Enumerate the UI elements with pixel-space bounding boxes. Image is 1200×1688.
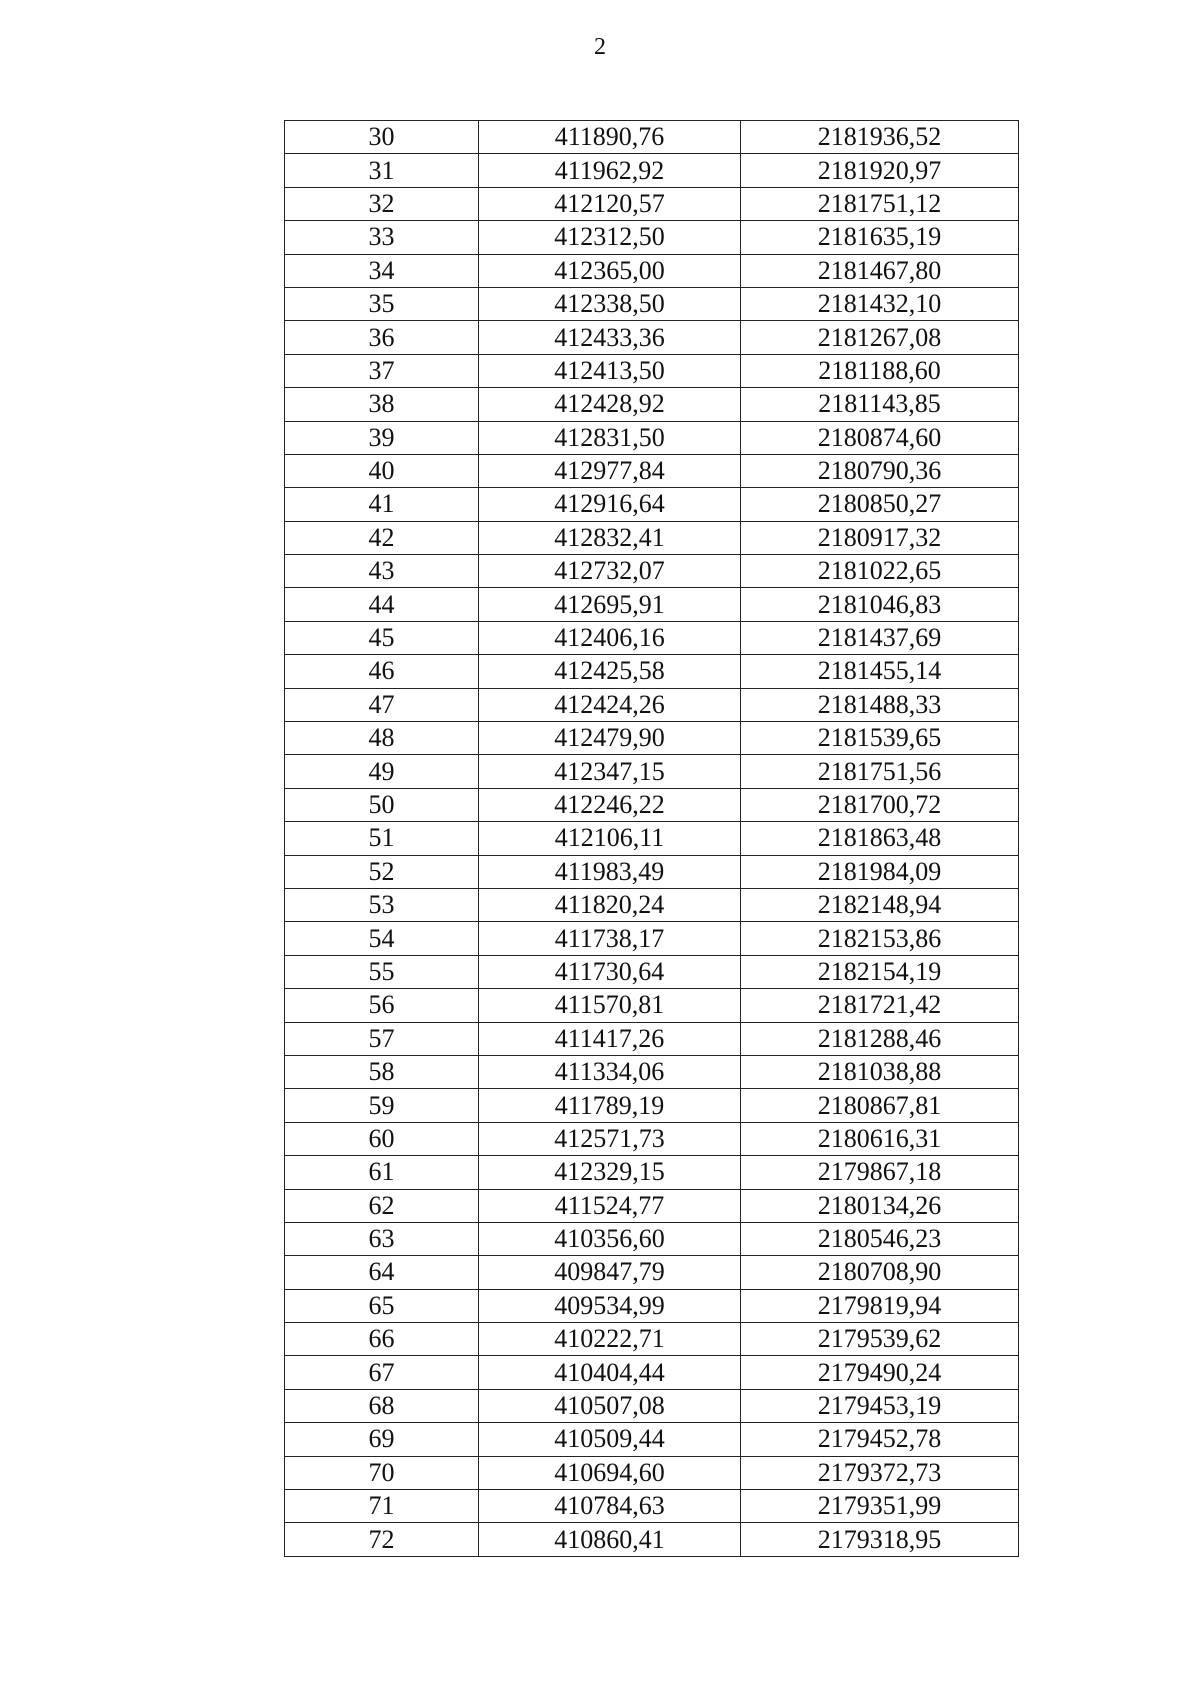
y-coordinate-cell: 2179452,78 — [741, 1423, 1019, 1456]
point-number-cell: 65 — [285, 1289, 479, 1322]
point-number-cell: 34 — [285, 254, 479, 287]
y-coordinate-cell: 2180708,90 — [741, 1256, 1019, 1289]
y-coordinate-cell: 2181467,80 — [741, 254, 1019, 287]
point-number-cell: 37 — [285, 354, 479, 387]
table-row — [285, 421, 1019, 454]
point-number-cell: 51 — [285, 822, 479, 855]
y-coordinate-cell: 2181863,48 — [741, 822, 1019, 855]
y-coordinate-cell: 2180867,81 — [741, 1089, 1019, 1122]
y-coordinate-cell: 2182153,86 — [741, 922, 1019, 955]
point-number-cell: 64 — [285, 1256, 479, 1289]
coordinates-table — [284, 120, 1019, 1557]
x-coordinate-cell: 410356,60 — [479, 1222, 741, 1255]
point-number-cell: 42 — [285, 521, 479, 554]
table-row — [285, 1456, 1019, 1489]
x-coordinate-cell: 411570,81 — [479, 989, 741, 1022]
x-coordinate-cell: 411334,06 — [479, 1055, 741, 1088]
point-number-cell: 69 — [285, 1423, 479, 1456]
x-coordinate-cell: 412732,07 — [479, 555, 741, 588]
y-coordinate-cell: 2181721,42 — [741, 989, 1019, 1022]
y-coordinate-cell: 2181700,72 — [741, 788, 1019, 821]
table-row — [285, 1523, 1019, 1556]
point-number-cell: 56 — [285, 989, 479, 1022]
table-row — [285, 922, 1019, 955]
x-coordinate-cell: 410507,08 — [479, 1389, 741, 1422]
point-number-cell: 48 — [285, 722, 479, 755]
y-coordinate-cell: 2179867,18 — [741, 1156, 1019, 1189]
x-coordinate-cell: 412977,84 — [479, 454, 741, 487]
y-coordinate-cell: 2182154,19 — [741, 955, 1019, 988]
table-row — [285, 454, 1019, 487]
point-number-cell: 63 — [285, 1222, 479, 1255]
x-coordinate-cell: 409847,79 — [479, 1256, 741, 1289]
table-row — [285, 1289, 1019, 1322]
x-coordinate-cell: 411983,49 — [479, 855, 741, 888]
x-coordinate-cell: 410509,44 — [479, 1423, 741, 1456]
table-row — [285, 388, 1019, 421]
y-coordinate-cell: 2179490,24 — [741, 1356, 1019, 1389]
x-coordinate-cell: 411524,77 — [479, 1189, 741, 1222]
y-coordinate-cell: 2181635,19 — [741, 221, 1019, 254]
table-row — [285, 1122, 1019, 1155]
y-coordinate-cell: 2181751,56 — [741, 755, 1019, 788]
point-number-cell: 57 — [285, 1022, 479, 1055]
x-coordinate-cell: 412479,90 — [479, 722, 741, 755]
y-coordinate-cell: 2181432,10 — [741, 287, 1019, 320]
x-coordinate-cell: 412106,11 — [479, 822, 741, 855]
x-coordinate-cell: 412424,26 — [479, 688, 741, 721]
y-coordinate-cell: 2181022,65 — [741, 555, 1019, 588]
point-number-cell: 33 — [285, 221, 479, 254]
table-row — [285, 1022, 1019, 1055]
table-row — [285, 1189, 1019, 1222]
point-number-cell: 72 — [285, 1523, 479, 1556]
point-number-cell: 52 — [285, 855, 479, 888]
x-coordinate-cell: 411730,64 — [479, 955, 741, 988]
table-row — [285, 187, 1019, 220]
y-coordinate-cell: 2181437,69 — [741, 621, 1019, 654]
x-coordinate-cell: 412413,50 — [479, 354, 741, 387]
x-coordinate-cell: 411962,92 — [479, 154, 741, 187]
point-number-cell: 62 — [285, 1189, 479, 1222]
y-coordinate-cell: 2181920,97 — [741, 154, 1019, 187]
y-coordinate-cell: 2181046,83 — [741, 588, 1019, 621]
point-number-cell: 39 — [285, 421, 479, 454]
table-row — [285, 254, 1019, 287]
point-number-cell: 46 — [285, 655, 479, 688]
x-coordinate-cell: 412312,50 — [479, 221, 741, 254]
point-number-cell: 49 — [285, 755, 479, 788]
point-number-cell: 70 — [285, 1456, 479, 1489]
point-number-cell: 47 — [285, 688, 479, 721]
y-coordinate-cell: 2181288,46 — [741, 1022, 1019, 1055]
table-row — [285, 755, 1019, 788]
table-row — [285, 287, 1019, 320]
point-number-cell: 32 — [285, 187, 479, 220]
coordinates-table-body — [285, 121, 1019, 1557]
y-coordinate-cell: 2180917,32 — [741, 521, 1019, 554]
x-coordinate-cell: 412832,41 — [479, 521, 741, 554]
table-row — [285, 1222, 1019, 1255]
table-row — [285, 722, 1019, 755]
point-number-cell: 55 — [285, 955, 479, 988]
point-number-cell: 50 — [285, 788, 479, 821]
table-row — [285, 488, 1019, 521]
x-coordinate-cell: 410860,41 — [479, 1523, 741, 1556]
point-number-cell: 44 — [285, 588, 479, 621]
x-coordinate-cell: 411820,24 — [479, 888, 741, 921]
point-number-cell: 43 — [285, 555, 479, 588]
table-row — [285, 655, 1019, 688]
x-coordinate-cell: 411789,19 — [479, 1089, 741, 1122]
table-row — [285, 688, 1019, 721]
point-number-cell: 54 — [285, 922, 479, 955]
table-row — [285, 788, 1019, 821]
x-coordinate-cell: 412246,22 — [479, 788, 741, 821]
y-coordinate-cell: 2180790,36 — [741, 454, 1019, 487]
point-number-cell: 36 — [285, 321, 479, 354]
point-number-cell: 58 — [285, 1055, 479, 1088]
point-number-cell: 68 — [285, 1389, 479, 1422]
y-coordinate-cell: 2179372,73 — [741, 1456, 1019, 1489]
table-row — [285, 321, 1019, 354]
point-number-cell: 67 — [285, 1356, 479, 1389]
y-coordinate-cell: 2180134,26 — [741, 1189, 1019, 1222]
table-row — [285, 1389, 1019, 1422]
y-coordinate-cell: 2179539,62 — [741, 1323, 1019, 1356]
table-row — [285, 822, 1019, 855]
y-coordinate-cell: 2179351,99 — [741, 1490, 1019, 1523]
point-number-cell: 45 — [285, 621, 479, 654]
table-row — [285, 888, 1019, 921]
table-row — [285, 955, 1019, 988]
table-row — [285, 154, 1019, 187]
y-coordinate-cell: 2179318,95 — [741, 1523, 1019, 1556]
point-number-cell: 30 — [285, 121, 479, 154]
table-row — [285, 1256, 1019, 1289]
point-number-cell: 59 — [285, 1089, 479, 1122]
table-row — [285, 855, 1019, 888]
table-row — [285, 1356, 1019, 1389]
table-row — [285, 555, 1019, 588]
y-coordinate-cell: 2181488,33 — [741, 688, 1019, 721]
y-coordinate-cell: 2180874,60 — [741, 421, 1019, 454]
table-row — [285, 1490, 1019, 1523]
y-coordinate-cell: 2180616,31 — [741, 1122, 1019, 1155]
point-number-cell: 71 — [285, 1490, 479, 1523]
point-number-cell: 60 — [285, 1122, 479, 1155]
y-coordinate-cell: 2181143,85 — [741, 388, 1019, 421]
table-row — [285, 588, 1019, 621]
x-coordinate-cell: 412329,15 — [479, 1156, 741, 1189]
x-coordinate-cell: 412338,50 — [479, 287, 741, 320]
y-coordinate-cell: 2181751,12 — [741, 187, 1019, 220]
point-number-cell: 40 — [285, 454, 479, 487]
x-coordinate-cell: 412347,15 — [479, 755, 741, 788]
table-row — [285, 354, 1019, 387]
table-row — [285, 121, 1019, 154]
y-coordinate-cell: 2181188,60 — [741, 354, 1019, 387]
x-coordinate-cell: 412916,64 — [479, 488, 741, 521]
table-row — [285, 221, 1019, 254]
table-row — [285, 1423, 1019, 1456]
y-coordinate-cell: 2181455,14 — [741, 655, 1019, 688]
y-coordinate-cell: 2180850,27 — [741, 488, 1019, 521]
table-row — [285, 1089, 1019, 1122]
y-coordinate-cell: 2182148,94 — [741, 888, 1019, 921]
x-coordinate-cell: 412365,00 — [479, 254, 741, 287]
x-coordinate-cell: 412406,16 — [479, 621, 741, 654]
y-coordinate-cell: 2179819,94 — [741, 1289, 1019, 1322]
y-coordinate-cell: 2181267,08 — [741, 321, 1019, 354]
y-coordinate-cell: 2179453,19 — [741, 1389, 1019, 1422]
x-coordinate-cell: 412425,58 — [479, 655, 741, 688]
table-row — [285, 1055, 1019, 1088]
x-coordinate-cell: 411738,17 — [479, 922, 741, 955]
point-number-cell: 35 — [285, 287, 479, 320]
y-coordinate-cell: 2180546,23 — [741, 1222, 1019, 1255]
point-number-cell: 41 — [285, 488, 479, 521]
point-number-cell: 31 — [285, 154, 479, 187]
x-coordinate-cell: 410784,63 — [479, 1490, 741, 1523]
x-coordinate-cell: 411890,76 — [479, 121, 741, 154]
point-number-cell: 61 — [285, 1156, 479, 1189]
x-coordinate-cell: 410222,71 — [479, 1323, 741, 1356]
y-coordinate-cell: 2181539,65 — [741, 722, 1019, 755]
x-coordinate-cell: 412428,92 — [479, 388, 741, 421]
x-coordinate-cell: 412695,91 — [479, 588, 741, 621]
point-number-cell: 66 — [285, 1323, 479, 1356]
table-row — [285, 1156, 1019, 1189]
y-coordinate-cell: 2181936,52 — [741, 121, 1019, 154]
x-coordinate-cell: 410694,60 — [479, 1456, 741, 1489]
x-coordinate-cell: 410404,44 — [479, 1356, 741, 1389]
x-coordinate-cell: 412831,50 — [479, 421, 741, 454]
table-row — [285, 989, 1019, 1022]
point-number-cell: 38 — [285, 388, 479, 421]
page-number: 2 — [594, 34, 606, 60]
point-number-cell: 53 — [285, 888, 479, 921]
table-row — [285, 1323, 1019, 1356]
x-coordinate-cell: 412433,36 — [479, 321, 741, 354]
x-coordinate-cell: 411417,26 — [479, 1022, 741, 1055]
table-row — [285, 521, 1019, 554]
x-coordinate-cell: 412120,57 — [479, 187, 741, 220]
table-row — [285, 621, 1019, 654]
y-coordinate-cell: 2181038,88 — [741, 1055, 1019, 1088]
y-coordinate-cell: 2181984,09 — [741, 855, 1019, 888]
x-coordinate-cell: 409534,99 — [479, 1289, 741, 1322]
x-coordinate-cell: 412571,73 — [479, 1122, 741, 1155]
